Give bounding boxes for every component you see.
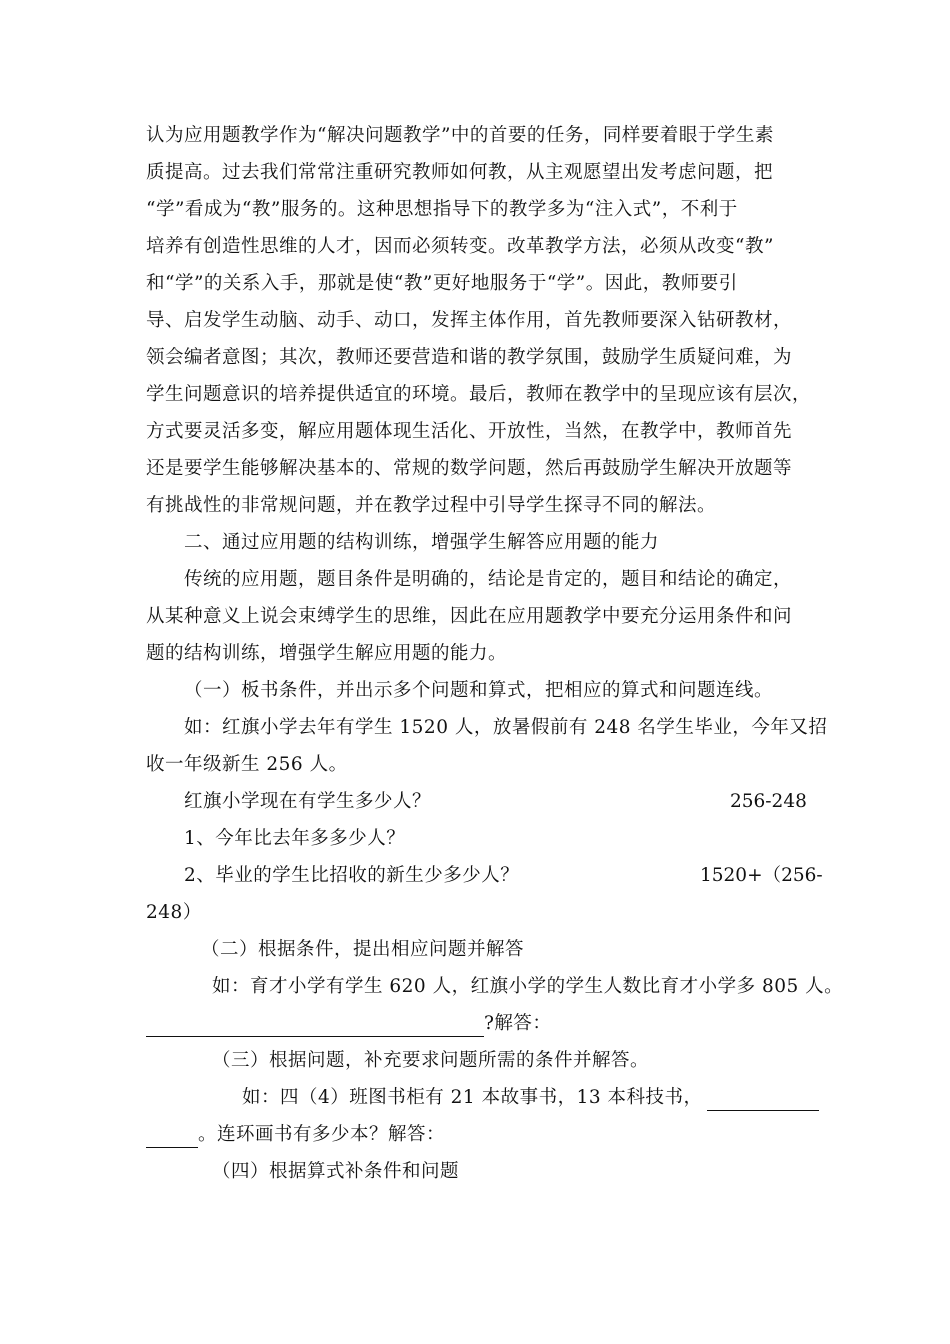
paragraph-line: 质提高。过去我们常常注重研究教师如何教，从主观愿望出发考虑问题，把 <box>146 162 774 183</box>
paragraph-line: 学生问题意识的培养提供适宜的环境。最后，教师在教学中的呈现应该有层次， <box>146 384 812 405</box>
question-line: 1、今年比去年多多少人？ <box>184 828 406 849</box>
answer-line <box>146 1011 551 1037</box>
paragraph-line: 和“学”的关系入手，那就是使“教”更好地服务于“学”。因此，教师要引 <box>146 273 738 294</box>
formula-text: 1520+（256- <box>700 865 823 886</box>
example-line <box>242 1085 819 1111</box>
example-line: 收一年级新生 256 人。 <box>146 754 348 775</box>
paragraph-line: 导、启发学生动脑、动手、动口，发挥主体作用，首先教师要深入钻研教材， <box>146 310 793 331</box>
subsection-heading: （一）板书条件，并出示多个问题和算式，把相应的算式和问题连线。 <box>184 680 774 701</box>
paragraph-line: 从某种意义上说会束缚学生的思维，因此在应用题教学中要充分运用条件和问 <box>146 606 793 627</box>
paragraph-line: 方式要灵活多变，解应用题体现生活化、开放性，当然，在教学中，教师首先 <box>146 421 793 442</box>
answer-line <box>146 1122 445 1148</box>
paragraph-line: 还是要学生能够解决基本的、常规的数学问题，然后再鼓励学生解决开放题等 <box>146 458 793 479</box>
formula-text: 256-248 <box>730 791 807 812</box>
example-line: 如：红旗小学去年有学生 1520 人，放暑假前有 248 名学生毕业，今年又招 <box>184 717 828 738</box>
blank-underline <box>146 1016 484 1037</box>
question-line: 红旗小学现在有学生多少人？ <box>184 791 432 812</box>
blank-underline <box>146 1127 198 1148</box>
paragraph-line: 传统的应用题，题目条件是明确的，结论是肯定的，题目和结论的确定， <box>184 569 793 590</box>
paragraph-line: “学”看成为“教”服务的。这种思想指导下的教学多为“注入式”，不利于 <box>146 199 738 220</box>
section-heading: 二、通过应用题的结构训练，增强学生解答应用题的能力 <box>184 532 660 553</box>
paragraph-line: 有挑战性的非常规问题，并在教学过程中引导学生探寻不同的解法。 <box>146 495 717 516</box>
formula-continuation: 248） <box>146 902 202 923</box>
paragraph-line: 题的结构训练，增强学生解应用题的能力。 <box>146 643 508 664</box>
subsection-heading: （三）根据问题，补充要求问题所需的条件并解答。 <box>212 1050 650 1071</box>
example-line: 如：育才小学有学生 620 人，红旗小学的学生人数比育才小学多 805 人。 <box>212 976 844 997</box>
subsection-heading: （四）根据算式补条件和问题 <box>212 1161 460 1182</box>
subsection-heading: （二）根据条件，提出相应问题并解答 <box>201 939 525 960</box>
paragraph-line: 培养有创造性思维的人才，因而必须转变。改革教学方法，必须从改变“教” <box>146 236 774 257</box>
paragraph-line: 认为应用题教学作为“解决问题教学”中的首要的任务，同样要着眼于学生素 <box>146 125 774 146</box>
blank-underline <box>707 1090 819 1111</box>
answer-label: ?解答： <box>484 1013 552 1034</box>
answer-label: 。连环画书有多少本？解答： <box>198 1124 446 1145</box>
question-line: 2、毕业的学生比招收的新生少多少人？ <box>184 865 520 886</box>
example-text: 如：四（4）班图书柜有 21 本故事书，13 本科技书， <box>242 1087 703 1108</box>
paragraph-line: 领会编者意图；其次，教师还要营造和谐的教学氛围，鼓励学生质疑问难，为 <box>146 347 793 368</box>
